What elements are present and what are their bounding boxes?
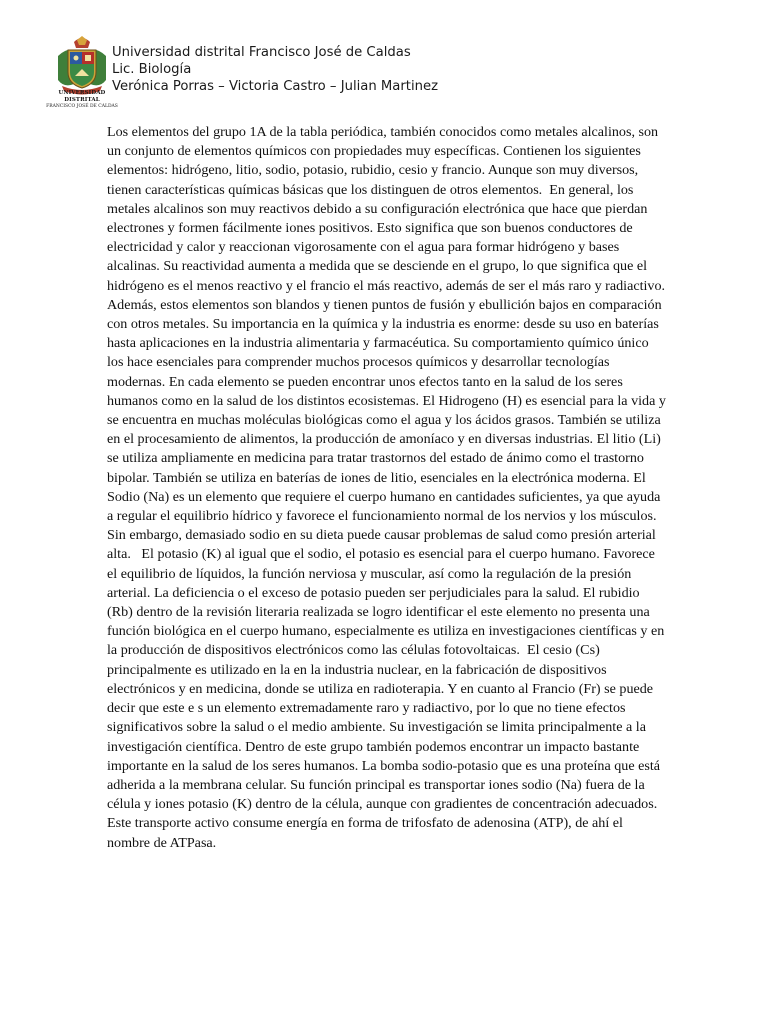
logo-caption [44,90,120,110]
university-name: Universidad distrital Francisco José de Caldas [112,45,411,60]
body-text: Los elementos del grupo 1A de la tabla periódica, también conocidos como metales alcalinos, son un conjunto de elementos químicos con propiedades muy específicas. Contienen los siguientes elementos: hidrógeno, litio, sodio, potasio, rubidio, cesio y francio. Aunque son muy diversos, tienen características químicas básicas que los distinguen de otros elementos. En general, los metales alcalinos son muy reactivos debido a su configuración electrónica que hace que pierdan electrones y formen fácilmente iones positivos. Esto significa que son buenos conductores de electricidad y calor y reaccionan vigorosamente con el agua para formar hidrógeno y bases alcalinas. Su reactividad aumenta a medida que se desciende en el grupo, lo que significa que el hidrógeno es el menos reactivo y el francio el más reactivo, además de ser el más raro y radiactivo. Además, estos elementos son blandos y tienen puntos de fusión y ebullición bajos en comparación con otros metales. Su importancia en la química y la industria es enorme: desde su uso en baterías hasta aplicaciones en la industria alimentaria y farmacéutica. Su comportamiento químico único los hace esenciales para comprender muchos procesos químicos y desarrollar tecnologías modernas. En cada elemento se pueden encontrar unos efectos tanto en la salud de los seres humanos como en la salud de los distintos ecosistemas. El Hidrogeno (H) es esencial para la vida y se encuentra en muchas moléculas biológicas como el agua y los ácidos grasos. También se utiliza en el procesamiento de alimentos, la producción de amoníaco y en diversas industrias. El litio (Li) se utiliza ampliamente en medicina para tratar trastornos del estado de ánimo como el trastorno bipolar. También se utiliza en baterías de iones de litio, esenciales en la electrónica moderna. El Sodio (Na) es un elemento que requiere el cuerpo humano en cantidades suficientes, ya que ayuda a regular el equilibrio hídrico y favorece el funcionamiento normal de los nervios y los músculos. Sin embargo, demasiado sodio en su dieta puede causar problemas de salud como presión arterial alta. El potasio (K) al igual que el sodio, el potasio es esencial para el cuerpo humano. Favorece el equilibrio de líquidos, la función nerviosa y muscular, así como la regulación de la presión arterial. La deficiencia o el exceso de potasio pueden ser perjudiciales para la salud. El rubidio (Rb) dentro de la revisión literaria realizada se logro identificar el este elemento no presenta una función biológica en el cuerpo humano, especialmente es utiliza en investigaciones científicas y en la producción de dispositivos electrónicos como las células fotovoltaicas. El cesio (Cs) principalmente es utilizado en la en la industria nuclear, en la fabricación de dispositivos electrónicos y en medicina, donde se utiliza en radioterapia. Y en cuanto al Francio (Fr) se puede decir que este e s un elemento extremadamente raro y radiactivo, por lo que no tiene efectos significativos sobre la salud o el medio ambiente. Su investigación se limita principalmente a la investigación científica. Dentro de este grupo también podemos encontrar un impacto bastante importante en la salud de los seres humanos. La bomba sodio-potasio que es una proteína que está adherida a la membrana celular. Su función principal es transportar iones sodio (Na) fuera de la célula y iones potasio (K) dentro de la célula, aunque con gradientes de concentración adecuados. Este transporte activo consume energía en forma de trifosfato de adenosina (ATP), de ahí el nombre de ATPasa. [107,124,670,851]
program-name: Lic. Biología [112,62,192,77]
body-paragraph [107,123,670,853]
logo-caption-line2: FRANCISCO JOSÉ DE CALDAS [46,104,118,109]
document-header [112,44,532,95]
authors: Verónica Porras – Victoria Castro – Julian Martinez [112,79,439,94]
logo-caption-line1: UNIVERSIDAD DISTRITAL [58,90,106,103]
